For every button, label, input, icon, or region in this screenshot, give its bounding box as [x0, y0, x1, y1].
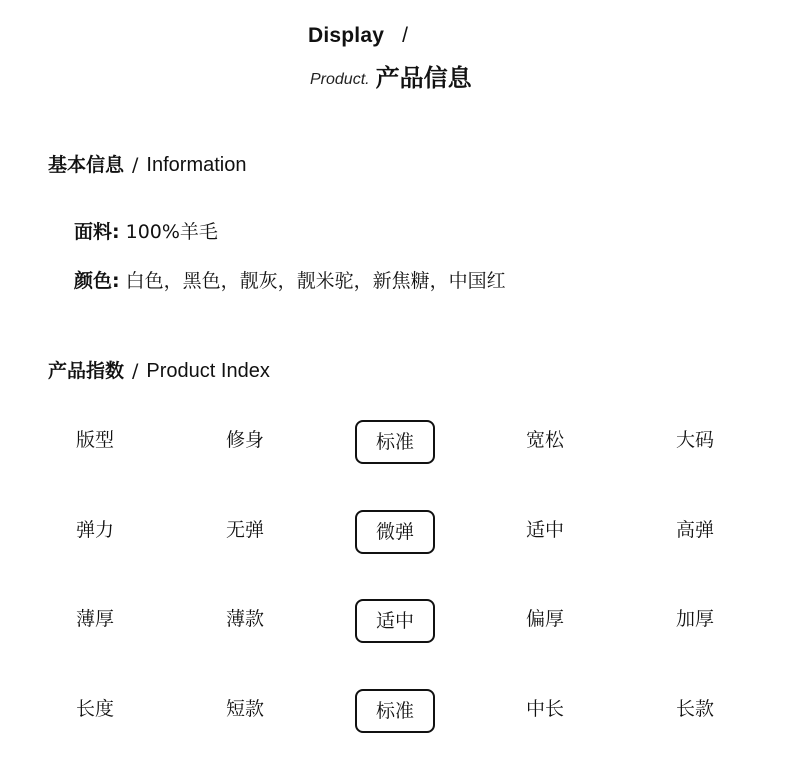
index-option: 薄款 [195, 599, 295, 643]
index-row-fit [45, 420, 745, 510]
index-option: 适中 [495, 510, 595, 554]
index-option: 中长 [495, 689, 595, 733]
index-label: 长度 [45, 689, 145, 733]
index-label: 版型 [45, 420, 145, 464]
color-value: 白色，黑色，靓灰，靓米驼，新焦糖，中国红 [126, 270, 506, 292]
index-option-selected: 微弹 [355, 510, 435, 554]
color-row [74, 266, 506, 293]
basic-info-title-en: Information [146, 154, 246, 176]
index-option-selected: 适中 [355, 599, 435, 643]
color-label: 颜色: [74, 270, 120, 292]
fabric-label: 面料: [74, 221, 120, 243]
fabric-row [74, 217, 218, 244]
index-row-thickness [45, 599, 745, 689]
fabric-value: 100%羊毛 [126, 221, 218, 243]
index-row-length [45, 689, 745, 778]
basic-info-title [48, 150, 246, 177]
index-option-selected: 标准 [355, 689, 435, 733]
product-index-title-cn: 产品指数 [48, 360, 124, 382]
product-index-title [48, 356, 270, 383]
index-option: 长款 [645, 689, 745, 733]
basic-info-separator: / [132, 154, 138, 176]
product-heading [310, 58, 472, 93]
index-option: 短款 [195, 689, 295, 733]
index-option: 修身 [195, 420, 295, 464]
display-heading [308, 24, 408, 48]
index-option: 大码 [645, 420, 745, 464]
index-option: 偏厚 [495, 599, 595, 643]
basic-info-title-cn: 基本信息 [48, 154, 124, 176]
index-label: 薄厚 [45, 599, 145, 643]
display-title: Display [308, 24, 384, 47]
index-option: 加厚 [645, 599, 745, 643]
index-row-elasticity [45, 510, 745, 600]
index-label: 弹力 [45, 510, 145, 554]
product-index-title-en: Product Index [146, 360, 269, 382]
index-option: 无弹 [195, 510, 295, 554]
product-subtitle-en: Product. [310, 71, 370, 88]
product-subtitle-cn: 产品信息 [376, 64, 472, 92]
index-option: 宽松 [495, 420, 595, 464]
index-option: 高弹 [645, 510, 745, 554]
index-option-selected: 标准 [355, 420, 435, 464]
product-index-separator: / [132, 360, 138, 382]
product-index-grid [45, 420, 745, 778]
display-slash: / [402, 24, 408, 47]
